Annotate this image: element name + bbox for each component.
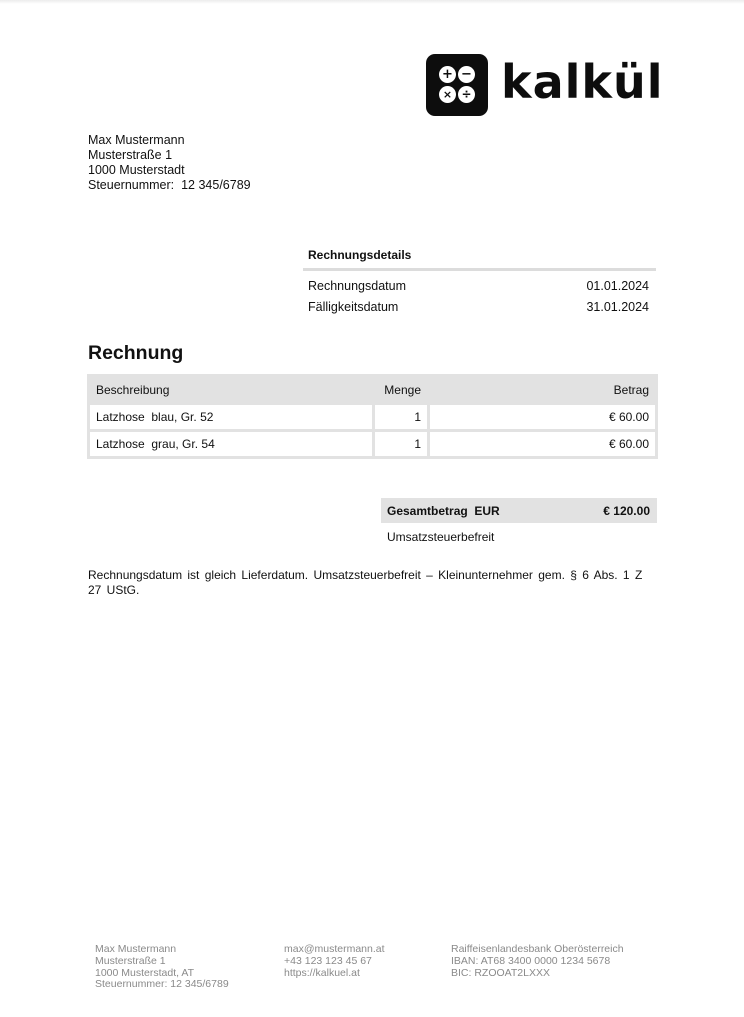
column-header-quantity: Menge	[375, 377, 427, 402]
footer-line: 1000 Musterstadt, AT	[95, 966, 195, 979]
table-row	[90, 405, 655, 429]
item-description: Latzhose grau, Gr. 54	[90, 432, 372, 456]
divider	[303, 268, 656, 271]
divide-icon: ÷	[458, 86, 475, 103]
column-header-description: Beschreibung	[90, 377, 372, 402]
details-label: Fälligkeitsdatum	[308, 300, 399, 314]
footer-bic: BIC: RZOOAT2LXXX	[451, 966, 550, 979]
table-row	[90, 432, 655, 456]
details-row-invoice-date	[303, 276, 656, 297]
item-amount: € 60.00	[430, 432, 655, 456]
item-amount: € 60.00	[430, 405, 655, 429]
page-title: Rechnung	[88, 342, 184, 364]
total-bar	[381, 498, 657, 523]
footer-email: max@mustermann.at	[284, 943, 385, 955]
column-header-amount: Betrag	[430, 377, 655, 402]
plus-icon: +	[439, 66, 456, 83]
footer-line: Steuernummer: 12 345/6789	[95, 978, 229, 991]
minus-icon: −	[458, 66, 475, 83]
details-label: Rechnungsdatum	[308, 279, 406, 293]
footer-line: Max Mustermann	[95, 943, 177, 955]
sender-name: Max Mustermann	[88, 133, 185, 147]
page-edge-shadow	[0, 0, 744, 4]
details-title: Rechnungsdetails	[308, 248, 412, 262]
table-header-row	[90, 377, 655, 402]
calculator-icon	[426, 54, 488, 116]
multiply-icon: ×	[439, 86, 456, 103]
footer-bank-name: Raiffeisenlandesbank Oberösterreich	[451, 943, 624, 955]
brand-name: kalkül	[501, 55, 664, 109]
footer-sender	[95, 944, 229, 991]
sender-tax-number: Steuernummer: 12 345/6789	[88, 178, 251, 192]
line-items-table	[87, 374, 658, 459]
item-description: Latzhose blau, Gr. 52	[90, 405, 372, 429]
item-quantity: 1	[375, 432, 427, 456]
footer-line: Musterstraße 1	[95, 954, 166, 967]
total-value: € 120.00	[603, 503, 650, 518]
details-value: 01.01.2024	[586, 279, 649, 293]
details-value: 31.01.2024	[586, 300, 649, 314]
item-quantity: 1	[375, 405, 427, 429]
total-section	[381, 498, 657, 544]
total-label: Gesamtbetrag EUR	[387, 503, 500, 518]
invoice-details	[303, 246, 656, 318]
legal-note: Rechnungsdatum ist gleich Lieferdatum. Umsatzsteuerbefreit – Kleinunternehmer gem. § 6 Abs. 1 Z 27 UStG.	[88, 568, 643, 597]
sender-street: Musterstraße 1	[88, 148, 173, 162]
footer-phone: +43 123 123 45 67	[284, 954, 372, 967]
footer-iban: IBAN: AT68 3400 0000 1234 5678	[451, 954, 611, 967]
footer-contact	[284, 944, 385, 979]
footer-bank	[451, 944, 624, 979]
tax-exempt-note: Umsatzsteuerbefreit	[387, 530, 495, 544]
sender-address	[88, 133, 251, 193]
sender-city: 1000 Musterstadt	[88, 163, 185, 177]
brand-logo	[426, 54, 664, 116]
details-row-due-date	[303, 297, 656, 318]
footer-website: https://kalkuel.at	[284, 966, 360, 979]
